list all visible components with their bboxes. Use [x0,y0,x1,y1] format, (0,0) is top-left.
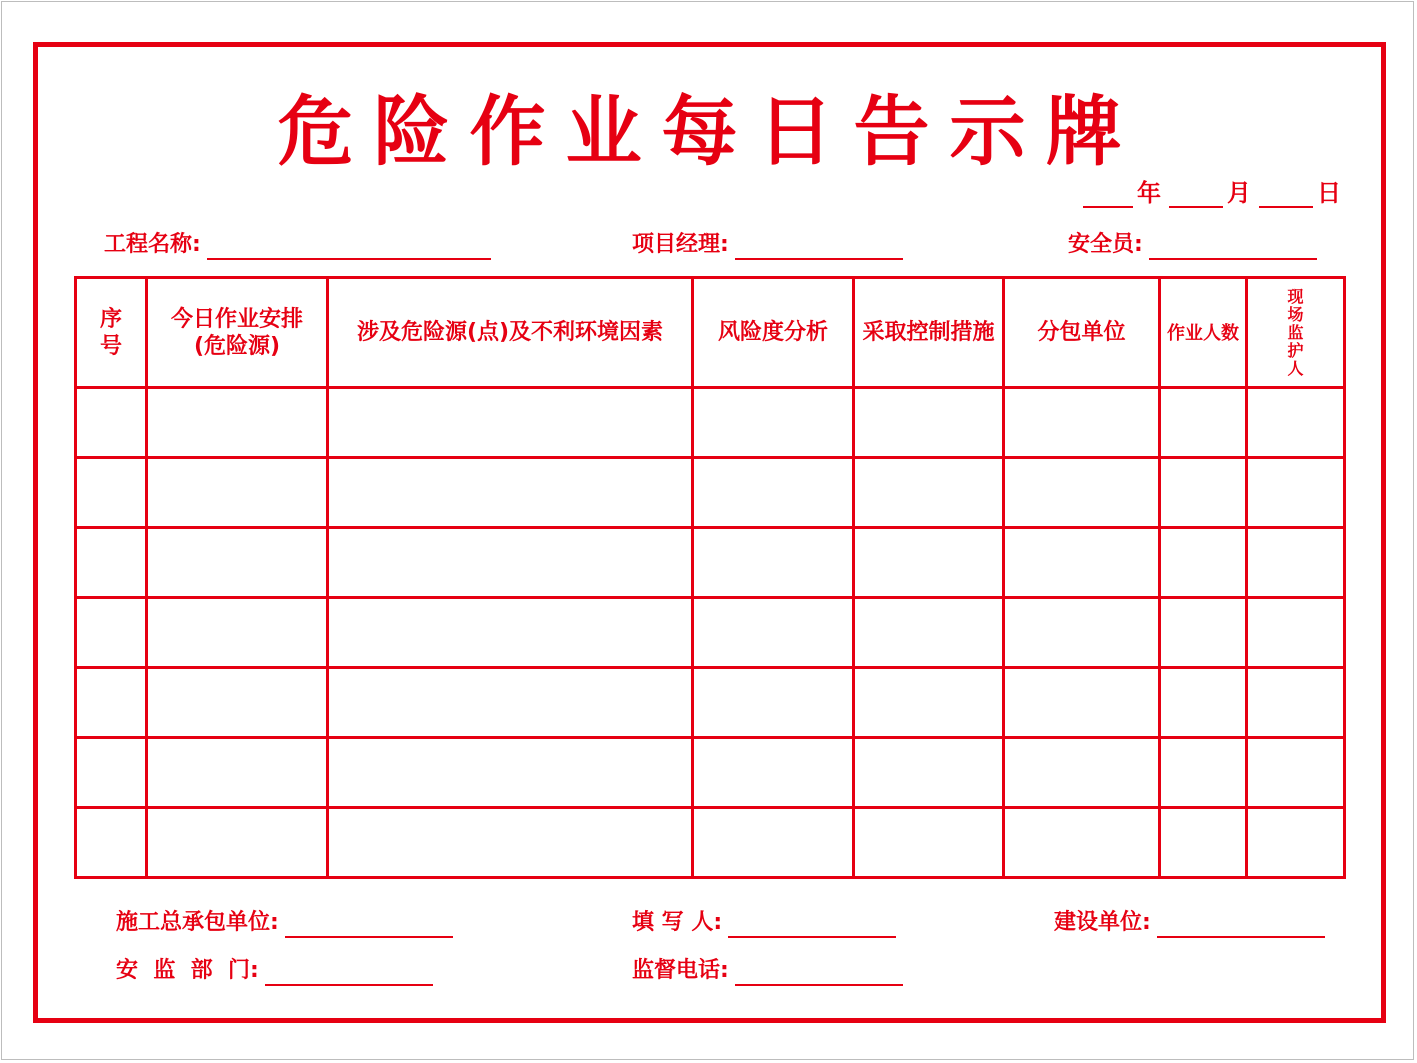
filler-blank[interactable] [728,912,896,938]
table-row [76,458,1345,528]
header-risk: 风险度分析 [693,278,854,388]
general-contractor-blank[interactable] [285,912,453,938]
table-cell[interactable] [854,738,1004,808]
table-cell[interactable] [1004,738,1160,808]
table-cell[interactable] [693,598,854,668]
project-manager-blank[interactable] [735,234,903,260]
table-cell[interactable] [147,528,328,598]
filler-label: 填 写 人: [632,910,723,935]
table-row [76,808,1345,878]
table-cell[interactable] [76,528,147,598]
header-arrangement [147,278,328,388]
filler-field [632,908,896,938]
table-cell[interactable] [1160,598,1247,668]
table-cell[interactable] [1247,388,1345,458]
general-contractor-label: 施工总承包单位: [116,910,279,935]
table-cell[interactable] [693,458,854,528]
table-row [76,528,1345,598]
table-cell[interactable] [328,598,693,668]
table-cell[interactable] [854,388,1004,458]
day-blank[interactable] [1259,182,1313,208]
table-cell[interactable] [1247,668,1345,738]
table-cell[interactable] [693,738,854,808]
safety-officer-label: 安全员: [1068,232,1143,257]
table-row [76,388,1345,458]
table-cell[interactable] [854,458,1004,528]
table-cell[interactable] [76,458,147,528]
table-cell[interactable] [854,528,1004,598]
supervision-phone-label: 监督电话: [632,958,729,983]
table-cell[interactable] [1004,668,1160,738]
table-cell[interactable] [693,388,854,458]
table-cell[interactable] [1004,598,1160,668]
table-cell[interactable] [1247,598,1345,668]
table-cell[interactable] [328,388,693,458]
header-guardian-1: 现 [1287,286,1304,306]
table-cell[interactable] [854,668,1004,738]
table-cell[interactable] [693,528,854,598]
table-cell[interactable] [1247,808,1345,878]
table-cell[interactable] [147,458,328,528]
project-name-label: 工程名称: [104,232,201,257]
year-blank[interactable] [1083,182,1133,208]
daily-notice-table [74,276,1346,879]
table-cell[interactable] [76,598,147,668]
table-cell[interactable] [147,808,328,878]
header-guardian-4: 护 [1287,340,1304,360]
table-cell[interactable] [76,738,147,808]
header-seq [76,278,147,388]
header-control: 采取控制措施 [854,278,1004,388]
table-cell[interactable] [147,738,328,808]
header-workers-text: 作业人数 [1167,323,1239,344]
table-cell[interactable] [1160,668,1247,738]
project-manager-label: 项目经理: [632,232,729,257]
table-cell[interactable] [1160,458,1247,528]
table-cell[interactable] [328,738,693,808]
header-guardian-5: 人 [1287,358,1304,378]
table-row [76,668,1345,738]
header-row [76,278,1345,388]
safety-officer-field [1068,230,1317,260]
month-blank[interactable] [1169,182,1223,208]
header-seq-line2: 号 [99,333,122,359]
table-cell[interactable] [1247,738,1345,808]
header-arrangement-line2: (危险源) [193,333,281,359]
header-guardian [1247,278,1345,388]
year-unit: 年 [1137,179,1161,207]
table-row [76,738,1345,808]
table-cell[interactable] [76,668,147,738]
board-title: 危险作业每日告示牌 [277,87,1142,176]
day-unit: 日 [1317,179,1341,207]
owner-field [1054,908,1325,938]
table-cell[interactable] [76,808,147,878]
table-cell[interactable] [147,668,328,738]
table-cell[interactable] [1004,808,1160,878]
table-cell[interactable] [854,808,1004,878]
owner-blank[interactable] [1157,912,1325,938]
table-cell[interactable] [328,528,693,598]
table-cell[interactable] [1004,388,1160,458]
header-subcontract: 分包单位 [1004,278,1160,388]
table-cell[interactable] [147,598,328,668]
table-cell[interactable] [693,808,854,878]
supervision-phone-field [632,956,903,986]
table-cell[interactable] [1160,738,1247,808]
table-cell[interactable] [76,388,147,458]
project-name-blank[interactable] [207,234,491,260]
safety-dept-blank[interactable] [265,960,433,986]
safety-dept-label: 安 监 部 门: [116,958,259,983]
header-seq-line1: 序 [99,306,122,332]
table-cell[interactable] [854,598,1004,668]
table-cell[interactable] [1160,528,1247,598]
table-cell[interactable] [328,458,693,528]
table-cell[interactable] [147,388,328,458]
supervision-phone-blank[interactable] [735,960,903,986]
table-cell[interactable] [1004,528,1160,598]
owner-label: 建设单位: [1054,910,1151,935]
header-arrangement-line1: 今日作业安排 [170,306,303,332]
safety-dept-field [116,956,433,986]
header-workers [1160,278,1247,388]
table-cell[interactable] [1247,528,1345,598]
table-cell[interactable] [1160,808,1247,878]
table-cell[interactable] [328,808,693,878]
header-guardian-3: 监 [1287,322,1304,342]
month-unit: 月 [1227,179,1251,207]
project-manager-field [632,230,903,260]
table-row [76,598,1345,668]
table-cell[interactable] [1160,388,1247,458]
header-guardian-2: 场 [1287,304,1304,324]
header-hazard: 涉及危险源(点)及不利环境因素 [328,278,693,388]
project-name-field [104,230,491,260]
date-line [1083,178,1345,208]
table-cell[interactable] [328,668,693,738]
table-cell[interactable] [1004,458,1160,528]
safety-officer-blank[interactable] [1149,234,1317,260]
general-contractor-field [116,908,453,938]
table-cell[interactable] [1247,458,1345,528]
table-cell[interactable] [693,668,854,738]
